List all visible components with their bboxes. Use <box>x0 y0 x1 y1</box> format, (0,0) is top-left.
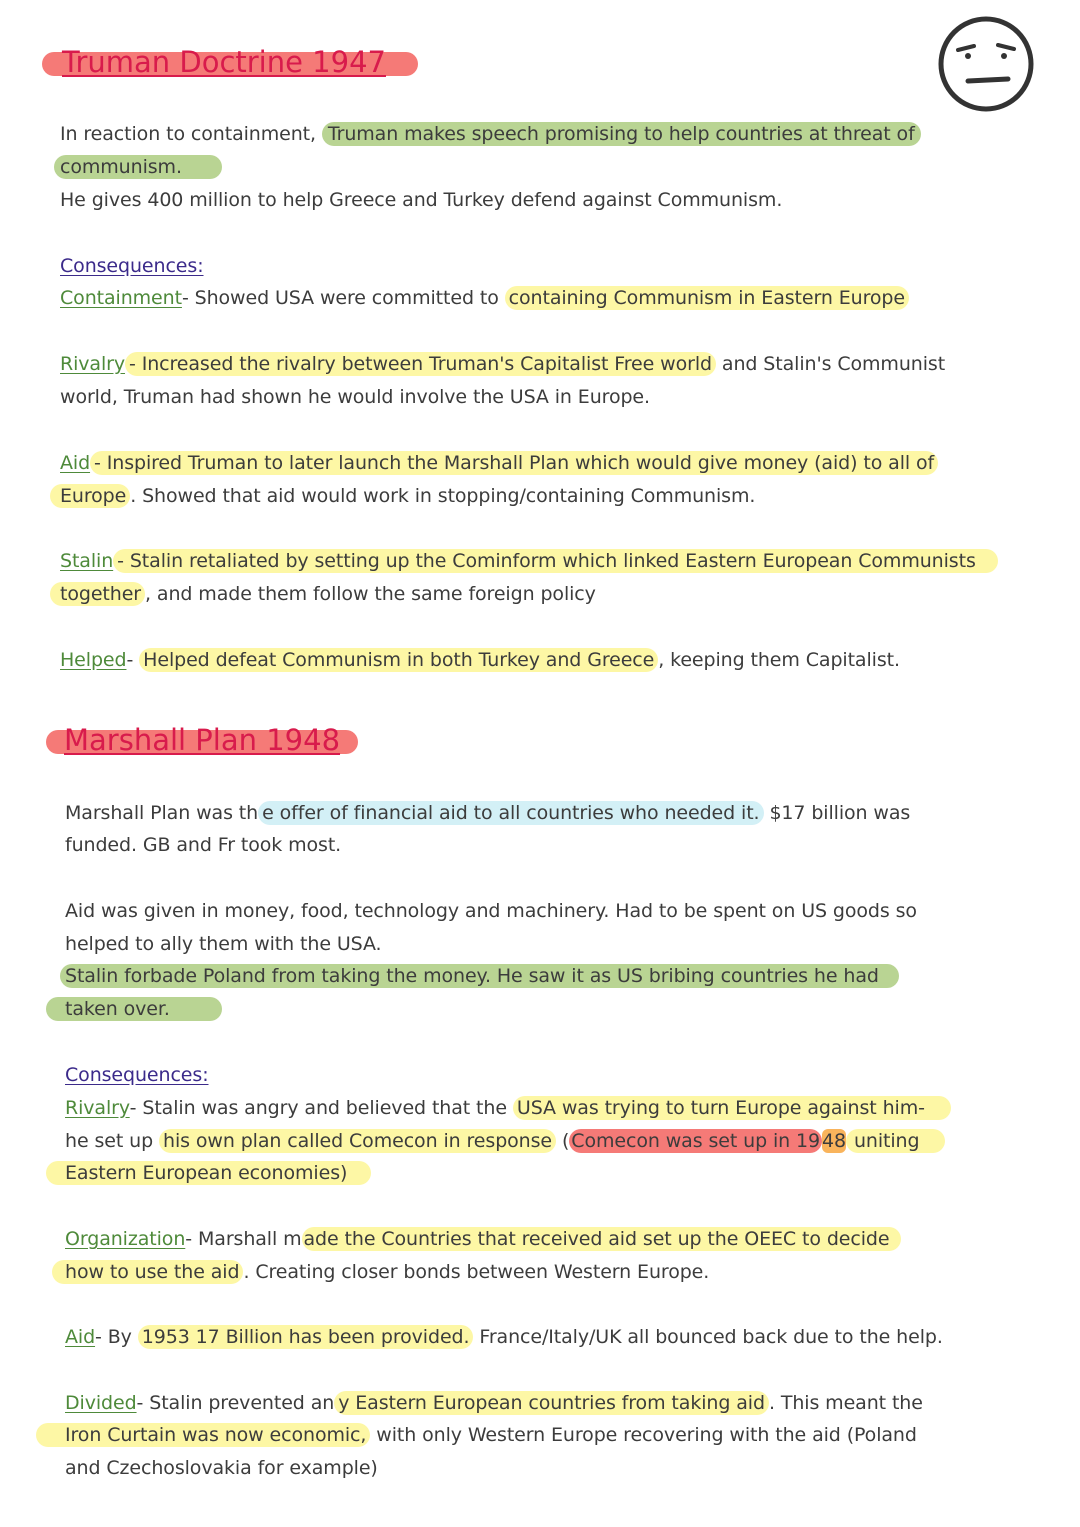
point-aid-line-2 <box>50 483 755 509</box>
point-rivalry-line-2: world, Truman had shown he would involve the USA in Europe. <box>60 386 650 408</box>
section-heading-marshall: Marshall Plan 1948 <box>64 723 341 757</box>
point-text: . Creating closer bonds between Western Europe. <box>243 1261 710 1283</box>
point-aid-line-1 <box>60 450 938 476</box>
neutral-face-icon <box>936 14 1036 114</box>
consequences-label-2: Consequences: <box>65 1064 209 1086</box>
point-text: . This meant the <box>768 1392 923 1414</box>
highlight-orange: 48 <box>822 1130 846 1152</box>
intro-line-2 <box>54 154 222 180</box>
point-organization-line-1 <box>65 1226 901 1252</box>
highlight-yellow: Eastern European economies) <box>46 1161 371 1185</box>
term-organization: Organization <box>65 1228 186 1250</box>
point-text: ( <box>556 1130 570 1152</box>
highlight-yellow: 1953 17 Billion has been provided. <box>138 1325 474 1349</box>
marshall-p2-line-1: Aid was given in money, food, technology and machinery. Had to be spent on US goods so <box>65 900 917 922</box>
highlight-green: taken over. <box>46 997 222 1021</box>
point-text: , keeping them Capitalist. <box>658 649 900 671</box>
highlight-yellow: together <box>50 582 145 606</box>
highlight-blue: e offer of financial aid to all countries who needed it. <box>258 801 763 825</box>
highlight-yellow: - Stalin retaliated by setting up the Cominform which linked Eastern European Communists <box>113 549 998 573</box>
marshall-p2-line-2: helped to ally them with the USA. <box>65 933 382 955</box>
point2-rivalry-line-3 <box>46 1160 371 1186</box>
highlight-yellow: his own plan called Comecon in response <box>159 1129 556 1153</box>
highlight-yellow: how to use the aid <box>52 1260 243 1284</box>
marshall-p1-line-1 <box>65 800 910 826</box>
highlight-yellow: containing Communism in Eastern Europe <box>505 286 909 310</box>
highlight-yellow: - Inspired Truman to later launch the Marshall Plan which would give money (aid) to all of <box>90 451 938 475</box>
intro-line-1 <box>60 121 921 147</box>
point-text: with only Western Europe recovering with the aid (Poland <box>370 1424 917 1446</box>
highlight-green: Truman makes speech promising to help countries at threat of <box>322 122 921 146</box>
marshall-p2-line-3 <box>60 963 899 989</box>
highlight-green: Stalin forbade Poland from taking the money. He saw it as US bribing countries he had <box>60 964 899 988</box>
point-divided-line-3: and Czechoslovakia for example) <box>65 1457 378 1479</box>
section-heading-truman: Truman Doctrine 1947 <box>62 45 386 79</box>
point-text: - Marshall m <box>185 1228 302 1250</box>
highlight-yellow: uniting <box>846 1129 945 1153</box>
highlight-yellow: USA was trying to turn Europe against him- <box>513 1096 951 1120</box>
point-divided-line-2 <box>36 1422 917 1448</box>
point2-rivalry-line-1 <box>65 1095 951 1121</box>
highlight-green: communism. <box>54 155 222 179</box>
point-stalin-line-1 <box>60 548 998 574</box>
marshall-p1-line-2: funded. GB and Fr took most. <box>65 834 342 856</box>
para-text: Marshall Plan was th <box>65 802 259 824</box>
highlight-yellow: Helped defeat Communism in both Turkey and Greece <box>139 648 658 672</box>
point2-aid <box>65 1324 943 1350</box>
point-organization-line-2 <box>52 1259 709 1285</box>
point-text: , and made them follow the same foreign policy <box>145 583 596 605</box>
term-rivalry: Rivalry <box>65 1097 130 1119</box>
intro-line-3: He gives 400 million to help Greece and Turkey defend against Communism. <box>60 189 783 211</box>
highlight-yellow: Iron Curtain was now economic, <box>36 1423 370 1447</box>
point-helped <box>60 647 900 673</box>
term-rivalry: Rivalry <box>60 353 126 375</box>
point2-rivalry-line-2 <box>65 1128 945 1154</box>
point-text: . Showed that aid would work in stopping/containing Communism. <box>130 485 756 507</box>
point-text: France/Italy/UK all bounced back due to the help. <box>473 1326 943 1348</box>
term-stalin: Stalin <box>60 550 114 572</box>
highlight-yellow: - Increased the rivalry between Truman's Capitalist Free world <box>125 352 716 376</box>
term-aid: Aid <box>65 1326 96 1348</box>
consequences-label: Consequences: <box>60 255 204 277</box>
point-text: - Stalin prevented an <box>136 1392 335 1414</box>
point-divided-line-1 <box>65 1390 923 1416</box>
point-containment <box>60 285 909 311</box>
highlight-yellow: ade the Countries that received aid set up the OEEC to decide <box>302 1227 902 1251</box>
highlight-red: Comecon was set up in 19 <box>571 1130 821 1152</box>
point-stalin-line-2 <box>50 581 596 607</box>
point-rivalry-line-1 <box>60 351 945 377</box>
point-text: he set up <box>65 1130 159 1152</box>
para-text: $17 billion was <box>763 802 911 824</box>
term-helped: Helped <box>60 649 127 671</box>
term-containment: Containment <box>60 287 182 309</box>
highlight-yellow: Europe <box>50 484 130 508</box>
term-aid: Aid <box>60 452 91 474</box>
term-divided: Divided <box>65 1392 137 1414</box>
intro-text: In reaction to containment, <box>60 123 322 145</box>
marshall-p2-line-4 <box>46 996 222 1022</box>
point-text: - <box>126 649 140 671</box>
point-text: - Showed USA were committed to <box>181 287 505 309</box>
point-text: - Stalin was angry and believed that the <box>129 1097 513 1119</box>
point-text: - By <box>95 1326 138 1348</box>
highlight-yellow: y Eastern European countries from taking aid <box>334 1391 769 1415</box>
point-text: and Stalin's Communist <box>715 353 946 375</box>
